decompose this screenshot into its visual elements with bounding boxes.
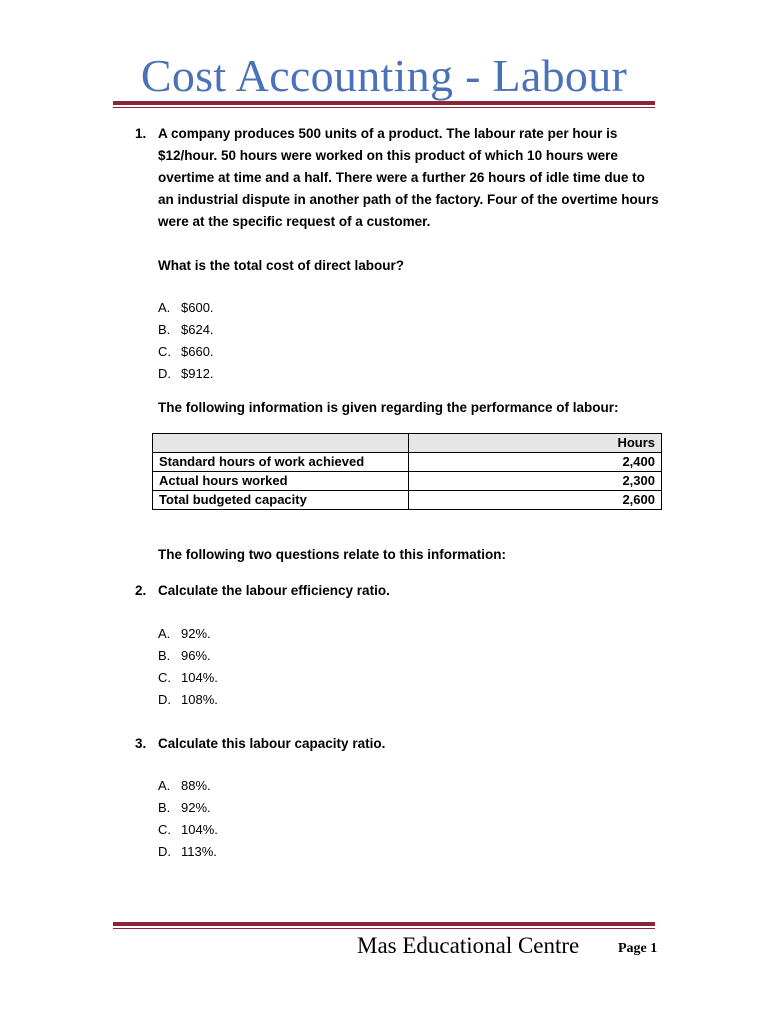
header-rule xyxy=(113,101,655,108)
question-3-options xyxy=(158,775,218,863)
table-cell-label: Total budgeted capacity xyxy=(153,491,409,510)
question-number: 3. xyxy=(135,736,147,751)
option: A. $600. xyxy=(158,300,214,315)
option: D. 108%. xyxy=(158,692,218,707)
footer-rule xyxy=(113,922,655,929)
question-1-options xyxy=(158,297,214,385)
option: B. 92%. xyxy=(158,800,211,815)
option: C. 104%. xyxy=(158,670,218,685)
question-line: overtime at time and a half. There were a further 26 hours of idle time due to xyxy=(158,170,645,185)
table-cell-value: 2,600 xyxy=(409,491,662,510)
footer-centre-name: Mas Educational Centre xyxy=(357,933,580,958)
question-line: $12/hour. 50 hours were worked on this product of which 10 hours were xyxy=(158,148,618,163)
option: B. $624. xyxy=(158,322,214,337)
question-text: Calculate this labour capacity ratio. xyxy=(158,736,386,751)
question-number: 1. xyxy=(135,126,147,141)
table-header-row xyxy=(153,434,662,453)
option: C. 104%. xyxy=(158,822,218,837)
option: D. 113%. xyxy=(158,844,217,859)
table-row xyxy=(153,491,662,510)
option: A. 88%. xyxy=(158,778,211,793)
question-text: Calculate the labour efficiency ratio. xyxy=(158,583,390,598)
option: C. $660. xyxy=(158,344,214,359)
question-line: an industrial dispute in another path of the factory. Four of the overtime hours xyxy=(158,192,659,207)
question-3 xyxy=(135,733,660,755)
table-header-cell xyxy=(153,434,409,453)
table-cell-value: 2,400 xyxy=(409,453,662,472)
two-questions-intro: The following two questions relate to this information: xyxy=(158,547,506,562)
question-1 xyxy=(135,123,660,233)
question-number: 2. xyxy=(135,583,147,598)
question-1-prompt: What is the total cost of direct labour? xyxy=(158,258,405,273)
question-2-options xyxy=(158,623,218,711)
table-cell-label: Actual hours worked xyxy=(153,472,409,491)
info-intro: The following information is given regarding the performance of labour: xyxy=(158,400,619,415)
question-line: were at the specific request of a customer. xyxy=(158,214,431,229)
question-line: A company produces 500 units of a product. The labour rate per hour is xyxy=(158,126,618,141)
table-cell-value: 2,300 xyxy=(409,472,662,491)
labour-performance-table xyxy=(152,433,662,510)
table-row xyxy=(153,472,662,491)
table-cell-label: Standard hours of work achieved xyxy=(153,453,409,472)
table-row xyxy=(153,453,662,472)
option: B. 96%. xyxy=(158,648,211,663)
page-number: Page 1 xyxy=(618,941,658,956)
option: D. $912. xyxy=(158,366,214,381)
question-2 xyxy=(135,580,660,602)
option: A. 92%. xyxy=(158,626,211,641)
page-title: Cost Accounting - Labour xyxy=(140,50,628,101)
table-header-cell: Hours xyxy=(409,434,662,453)
